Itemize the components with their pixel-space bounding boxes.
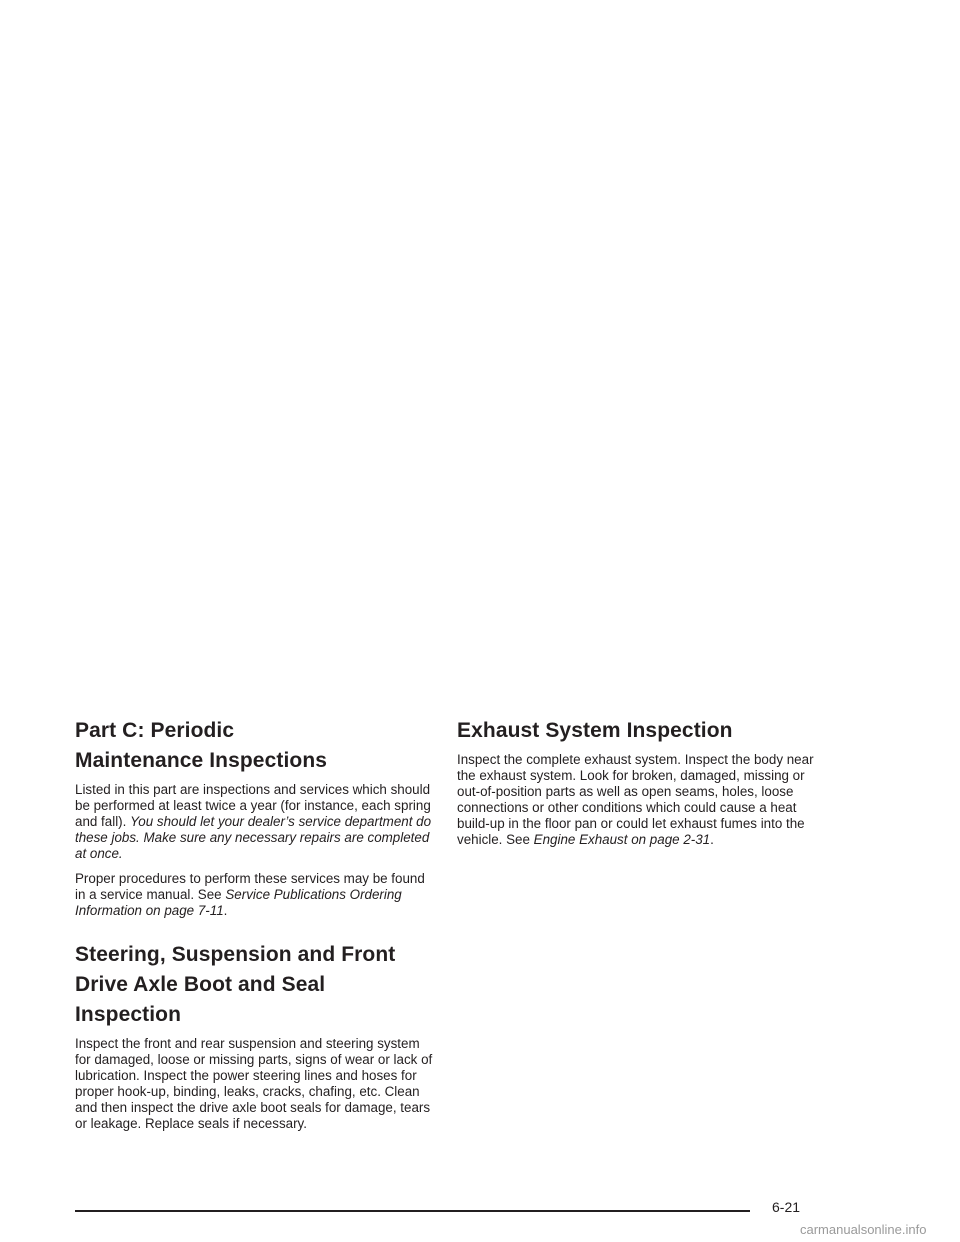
text: Inspect the complete exhaust system. Inspect the body near the exhaust system. Look for broken, damaged, missing or out-of-position parts as well as open seams, holes, loose connections or other conditions which could cause a heat build-up in the floor pan or could let exhaust fumes into the vehicle. See <box>457 752 814 847</box>
left-column <box>75 716 437 1141</box>
title-line-1: Steering, Suspension and Front <box>75 943 396 966</box>
footer-rule <box>75 1210 750 1212</box>
title-line-2: Drive Axle Boot and Seal Inspection <box>75 973 326 1026</box>
text: . <box>223 903 228 918</box>
right-column <box>457 716 819 857</box>
title-line-2: Maintenance Inspections <box>75 749 328 772</box>
title-line-1: Part C: Periodic <box>75 719 235 742</box>
cross-reference-link[interactable]: Engine Exhaust on page 2-31 <box>533 832 711 847</box>
section-title-steering-suspension <box>75 940 437 1030</box>
text: . <box>710 832 714 847</box>
paragraph-exhaust-inspection <box>457 752 819 848</box>
paragraph-steering-inspection: Inspect the front and rear suspension and steering system for damaged, loose or missing parts, signs of wear or lack of lubrication. Inspect the power steering lines and hoses for proper hook-up, binding, leaks, cracks, chafing, etc. Clean and then inspect the drive axle boot seals for damage, tears or leakage. Replace seals if necessary. <box>75 1036 433 1131</box>
text: Proper procedures to perform these services may be found in a service manual. See <box>75 871 425 902</box>
page-number: 6-21 <box>772 1199 801 1215</box>
text: Listed in this part are inspections and services which should be performed at least twice a year (for instance, each spring and fall). <box>75 782 431 829</box>
italic-text: You should let your dealer’s service department do these jobs. Make sure any necessary repairs are completed at once. <box>75 814 432 861</box>
section-title-periodic-maintenance <box>75 716 437 776</box>
section-title-exhaust-system: Exhaust System Inspection <box>457 719 733 742</box>
paragraph-periodic-intro <box>75 782 437 862</box>
watermark: carmanualsonline.info <box>800 1222 927 1237</box>
paragraph-service-manual <box>75 871 437 919</box>
cross-reference-link[interactable]: Service Publications Ordering Information on page 7-11 <box>75 887 402 918</box>
